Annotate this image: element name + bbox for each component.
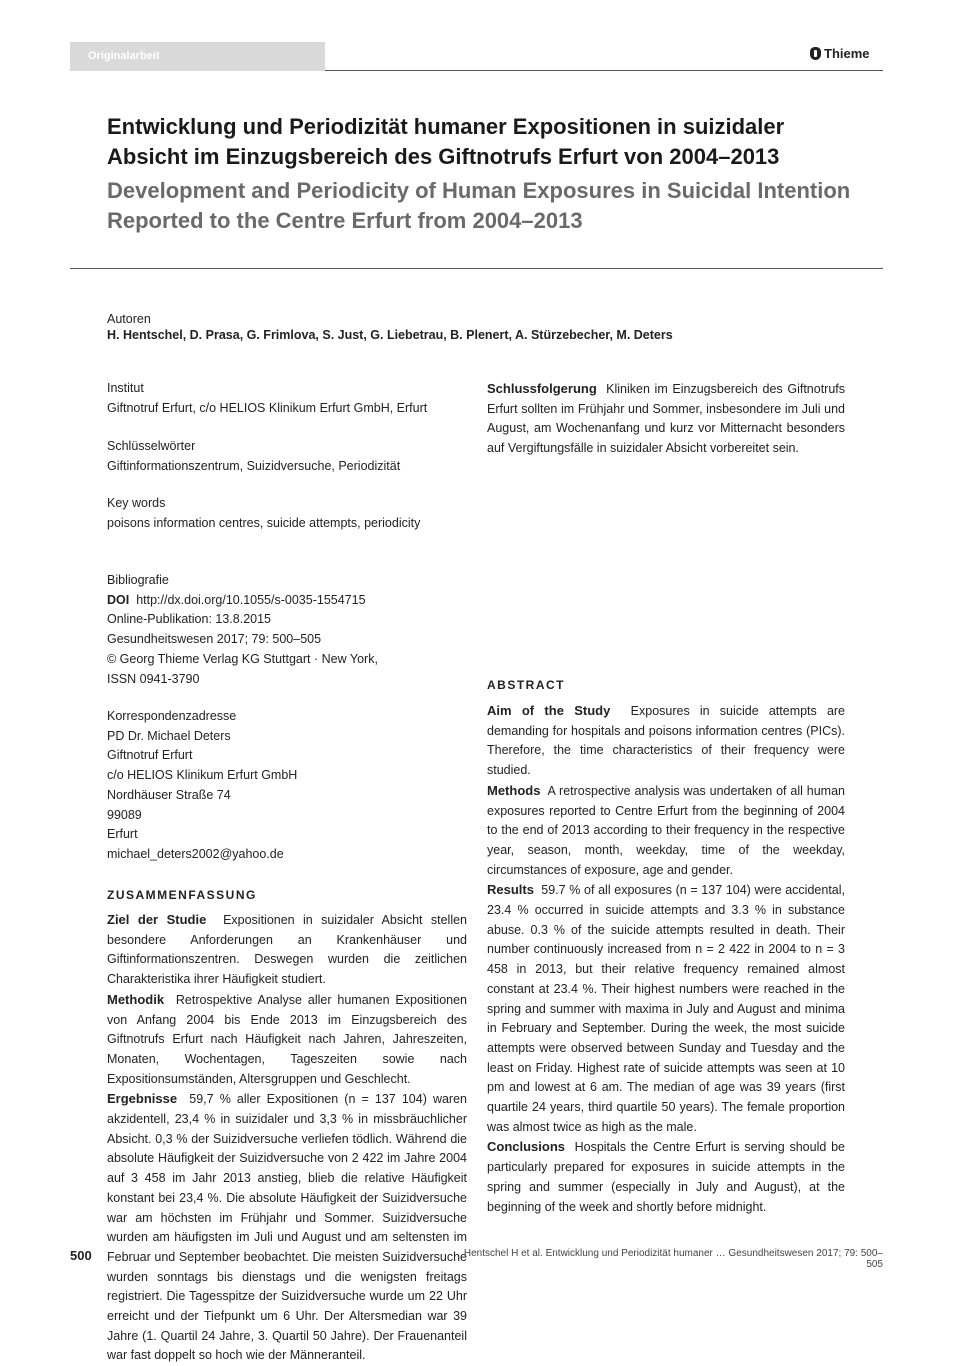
- ziel-label: Ziel der Studie: [107, 912, 207, 927]
- author-list: H. Hentschel, D. Prasa, G. Frimlova, S. Just, G. Liebetrau, B. Plenert, A. Stürzebecher, M. Deters: [107, 328, 673, 342]
- keywords-de-block: [107, 437, 467, 476]
- journal-citation: Gesundheitswesen 2017; 79: 500–505: [107, 632, 322, 647]
- methodik-label: Methodik: [107, 991, 165, 1007]
- page-number: 500: [70, 1248, 92, 1263]
- bibliography-label: Bibliografie: [107, 573, 169, 587]
- ergebnisse-label: Ergebnisse: [107, 1091, 178, 1107]
- doi-link[interactable]: http://dx.doi.org/10.1055/s-0035-1554715: [136, 592, 366, 607]
- doi-label: DOI: [107, 592, 130, 607]
- correspondence-line: Giftnotruf Erfurt: [107, 748, 193, 763]
- header-divider: [325, 70, 883, 71]
- copyright: © Georg Thieme Verlag KG Stuttgart · New York,: [107, 651, 378, 666]
- title-german: Entwicklung und Periodizität humaner Expositionen in suizidaler Absicht im Einzugsbereich des Giftnotrufs Erfurt von 2004–2013: [107, 114, 785, 169]
- abstract-heading: ABSTRACT: [487, 678, 565, 692]
- correspondence-line: Nordhäuser Straße 74: [107, 787, 231, 802]
- aim-label: Aim of the Study: [487, 703, 611, 718]
- zusammenfassung-heading: ZUSAMMENFASSUNG: [107, 888, 257, 902]
- correspondence-block: [107, 707, 467, 865]
- schluss-text: Kliniken im Einzugsbereich des Giftnotrufs Erfurt sollten im Frühjahr und Sommer, insbesondere im Juli und August, am Wochenanfang und kurz vor Mitternacht besonders auf Vergiftungsfälle in suizidaler Absicht vorbereitet sein.: [487, 382, 846, 456]
- correspondence-email[interactable]: michael_deters2002@yahoo.de: [107, 846, 284, 861]
- conclusions-text: Hospitals the Centre Erfurt is serving should be particularly prepared for exposures in suicide attempts in the spring and summer (especially in July and August), at the beginning of the week and shortly before midnight.: [487, 1140, 845, 1214]
- ergebnisse-text: 59,7 % aller Expositionen (n = 137 104) waren akzidentell, 23,4 % in suizidaler und 3,3 % in missbräuchlicher Absicht. 0,3 % der Suizidversuche verliefen tödlich. Während die absolute Häufigkeit der Suizidversuche von 2 422 im Jahre 2004 auf 3 458 im Jahr 2013 anstieg, blieb die relative Häufigkeit konstant bei 23,4 %. Die absolute Häufigkeit der Suizidversuche war am höchsten im Frühjahr und Sommer. Suizidversuche wurden am häufigsten im Juli und August und am seltensten im Februar und September beobachtet. Die meisten Suizidversuche wurden sonntags bis dienstags und die wenigsten freitags registriert. Die Tagesspitze der Suizidversuche wurde um 22 Uhr erreicht und der Tiefpunkt um 6 Uhr. Der Altersmedian war 39 Jahre (1. Quartil 24 Jahre, 3. Quartil 50 Jahre). Der Frauenanteil war fast doppelt so hoch wie der Männeranteil.: [107, 1092, 467, 1363]
- institute-text: Giftnotruf Erfurt, c/o HELIOS Klinikum Erfurt GmbH, Erfurt: [107, 400, 428, 415]
- correspondence-line: c/o HELIOS Klinikum Erfurt GmbH: [107, 768, 298, 783]
- results-label: Results: [487, 882, 534, 898]
- title-divider: [70, 268, 883, 269]
- online-publication: Online-Publikation: 13.8.2015: [107, 612, 272, 627]
- correspondence-label: Korrespondenzadresse: [107, 709, 237, 723]
- results-text: 59.7 % of all exposures (n = 137 104) were accidental, 23.4 % occurred in suicide attempts and 3.3 % in substance abuse. 0.3 % of the suicide attempts resulted in death. Their number continuously increased from n = 2 422 in 2004 to n = 3 458 in 2013, but their relative frequency remained almost constant at 23.4 %. Their highest numbers were reached in the spring and summer with maxima in July and August and minima in February and September. During the week, the most suicide attempts were observed between Sunday and Tuesday and the least on Friday. Highest rate of suicide attempts was seen at 10 pm and lowest at 6 am. The median of age was 39 years (first quartile 24 years, third quartile 50 years). The female proportion was almost twice as high as the male.: [487, 883, 845, 1134]
- correspondence-line: Erfurt: [107, 827, 138, 842]
- keywords-en-label: Key words: [107, 496, 166, 510]
- ziel-text: Expositionen in suizidaler Absicht stellen besondere Anforderungen an Krankenhäuser und Giftinformationszentren. Deswegen wurden die zeitlichen Charakteristika ihrer Häufigkeit studiert.: [107, 913, 468, 987]
- zusammenfassung-body: [107, 910, 468, 1363]
- correspondence-line: PD Dr. Michael Deters: [107, 728, 231, 743]
- institute-block: [107, 379, 467, 418]
- zusammenfassung-continued: [487, 379, 845, 459]
- keywords-en-text: poisons information centres, suicide attempts, periodicity: [107, 515, 421, 530]
- abstract-body: [487, 701, 845, 1217]
- keywords-de-text: Giftinformationszentrum, Suizidversuche, Periodizität: [107, 458, 401, 473]
- issn: ISSN 0941-3790: [107, 671, 200, 686]
- schluss-label: Schlussfolgerung: [487, 381, 597, 396]
- methodik-text: Retrospektive Analyse aller humanen Expositionen von Anfang 2004 bis Ende 2013 im Einzugsbereich des Giftnotrufs Erfurt nach Häufigkeit nach Jahren, Jahreszeiten, Monaten, Wochentagen, Tageszeiten sowie nach Expositionsumständen, Altersgruppen und Geschlecht.: [107, 992, 467, 1086]
- methods-label: Methods: [487, 782, 541, 798]
- section-label: Originalarbeit: [70, 42, 325, 71]
- conclusions-label: Conclusions: [487, 1139, 566, 1155]
- keywords-de-label: Schlüsselwörter: [107, 439, 196, 453]
- correspondence-line: 99089: [107, 807, 142, 822]
- institute-label: Institut: [107, 381, 144, 395]
- aim-text: Exposures in suicide attempts are demanding for hospitals and poisons information centres (PICs). Therefore, the time characteristics of their frequency were studied.: [487, 704, 846, 778]
- publisher-name: Thieme: [824, 46, 870, 61]
- bibliography-block: [107, 571, 467, 689]
- keywords-en-block: [107, 494, 467, 533]
- methods-text: A retrospective analysis was undertaken of all human exposures reported to Centre Erfurt from the beginning of 2004 to the end of 2013 according to their frequency in the respective year, season, month, weekday, time of the weekday, circumstances of exposure, age and gender.: [487, 783, 845, 877]
- title-english: Development and Periodicity of Human Exposures in Suicidal Intention Reported to the Centre Erfurt from 2004–2013: [107, 178, 851, 233]
- thieme-logo-icon: [810, 47, 821, 60]
- publisher-logo: [810, 46, 870, 61]
- running-footer: Hentschel H et al. Entwicklung und Periodizität humaner … Gesundheitswesen 2017; 79: 500–505: [463, 1248, 883, 1270]
- authors-label: Autoren: [107, 312, 151, 326]
